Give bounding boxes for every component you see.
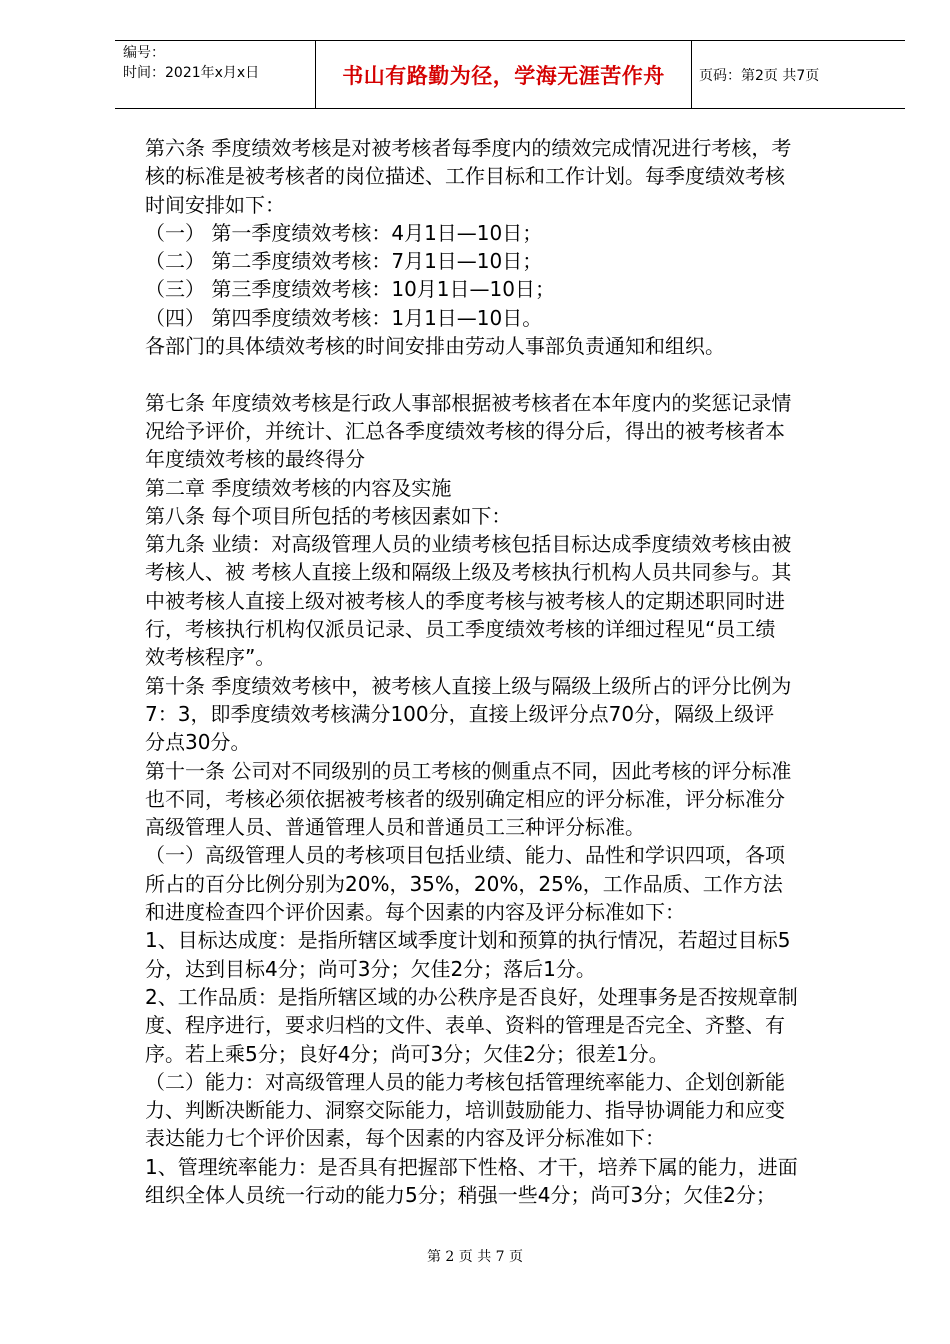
- text-line: 年度绩效考核的最终得分: [145, 447, 365, 472]
- header-page-cell: [691, 41, 905, 108]
- text-line: 第十一条 公司对不同级别的员工考核的侧重点不同，因此考核的评分标准: [145, 758, 792, 783]
- text-line: 组织全体人员统一行动的能力5分；稍强一些4分；尚可3分；欠佳2分；: [145, 1182, 776, 1207]
- text-line: 第八条 每个项目所包括的考核因素如下：: [145, 503, 512, 528]
- text-line: 效考核程序”。: [145, 645, 276, 670]
- text-line: （二）能力：对高级管理人员的能力考核包括管理统率能力、企划创新能: [145, 1069, 785, 1094]
- text-line: 核的标准是被考核者的岗位描述、工作目标和工作计划。每季度绩效考核: [145, 164, 785, 189]
- text-line: 行，考核执行机构仅派员记录、员工季度绩效考核的详细过程见“员工绩: [145, 617, 776, 642]
- motto-text: 书山有路勤为径，学海无涯苦作舟: [342, 63, 665, 88]
- header-motto-cell: [315, 41, 692, 108]
- number-label: 编号：: [123, 45, 165, 61]
- text-line: 和进度检查四个评价因素。每个因素的内容及评分标准如下：: [145, 900, 685, 925]
- text-line: （一） 第一季度绩效考核：4月1日—10日；: [145, 220, 543, 245]
- page-footer: 第 2 页 共 7 页: [426, 1249, 524, 1265]
- text-line: 分，达到目标4分；尚可3分；欠佳2分；落后1分。: [145, 956, 596, 981]
- text-line: 第二章 季度绩效考核的内容及实施: [145, 475, 452, 500]
- text-line: 第十条 季度绩效考核中，被考核人直接上级与隔级上级所占的评分比例为: [145, 673, 792, 698]
- text-line: 表达能力七个评价因素，每个因素的内容及评分标准如下：: [145, 1126, 665, 1151]
- text-line: 7：3，即季度绩效考核满分100分，直接上级评分点70分，隔级上级评: [145, 701, 775, 726]
- text-line: 考核人、被 考核人直接上级和隔级上级及考核执行机构人员共同参与。其: [145, 560, 792, 585]
- text-line: 况给予评价，并统计、汇总各季度绩效考核的得分后，得出的被考核者本: [145, 418, 785, 443]
- text-line: （二） 第二季度绩效考核：7月1日—10日；: [145, 249, 543, 274]
- text-line: 各部门的具体绩效考核的时间安排由劳动人事部负责通知和组织。: [145, 334, 725, 359]
- text-line: 序。若上乘5分；良好4分；尚可3分；欠佳2分；很差1分。: [145, 1041, 669, 1066]
- text-line: 高级管理人员、普通管理人员和普通员工三种评分标准。: [145, 815, 645, 840]
- text-line: 中被考核人直接上级对被考核人的季度考核与被考核人的定期述职同时进: [145, 588, 785, 613]
- text-line: 力、判断决断能力、洞察交际能力，培训鼓励能力、指导协调能力和应变: [145, 1098, 785, 1123]
- text-line: 1、目标达成度：是指所辖区域季度计划和预算的执行情况，若超过目标5: [145, 928, 791, 953]
- text-line: 也不同，考核必须依据被考核者的级别确定相应的评分标准，评分标准分: [145, 786, 785, 811]
- text-line: 第九条 业绩：对高级管理人员的业绩考核包括目标达成季度绩效考核由被: [145, 532, 792, 557]
- page-info: 页码：第2页 共7页: [699, 67, 820, 84]
- header-meta-cell: [115, 41, 315, 108]
- page-header: [115, 40, 905, 109]
- text-line: 第七条 年度绩效考核是行政人事部根据被考核者在本年度内的奖惩记录情: [145, 390, 792, 415]
- text-line: 1、管理统率能力：是否具有把握部下性格、才干，培养下属的能力，进面: [145, 1154, 798, 1179]
- document-body: [145, 134, 880, 1209]
- text-line: （四） 第四季度绩效考核：1月1日—10日。: [145, 305, 543, 330]
- text-line: 2、工作品质：是指所辖区域的办公秩序是否良好，处理事务是否按规章制: [145, 984, 798, 1009]
- text-line: 分点30分。: [145, 730, 251, 755]
- text-line: 所占的百分比例分别为20%，35%，20%，25%，工作品质、工作方法: [145, 871, 783, 896]
- text-line: （一）高级管理人员的考核项目包括业绩、能力、品性和学识四项，各项: [145, 843, 785, 868]
- blank-line: [145, 360, 880, 388]
- text-line: 度、程序进行，要求归档的文件、表单、资料的管理是否完全、齐整、有: [145, 1013, 785, 1038]
- time-label: 时间：2021年x月x日: [123, 65, 260, 81]
- text-line: （三） 第三季度绩效考核：10月1日—10日；: [145, 277, 555, 302]
- text-line: 第六条 季度绩效考核是对被考核者每季度内的绩效完成情况进行考核，考: [145, 136, 792, 160]
- text-line: 时间安排如下：: [145, 192, 285, 217]
